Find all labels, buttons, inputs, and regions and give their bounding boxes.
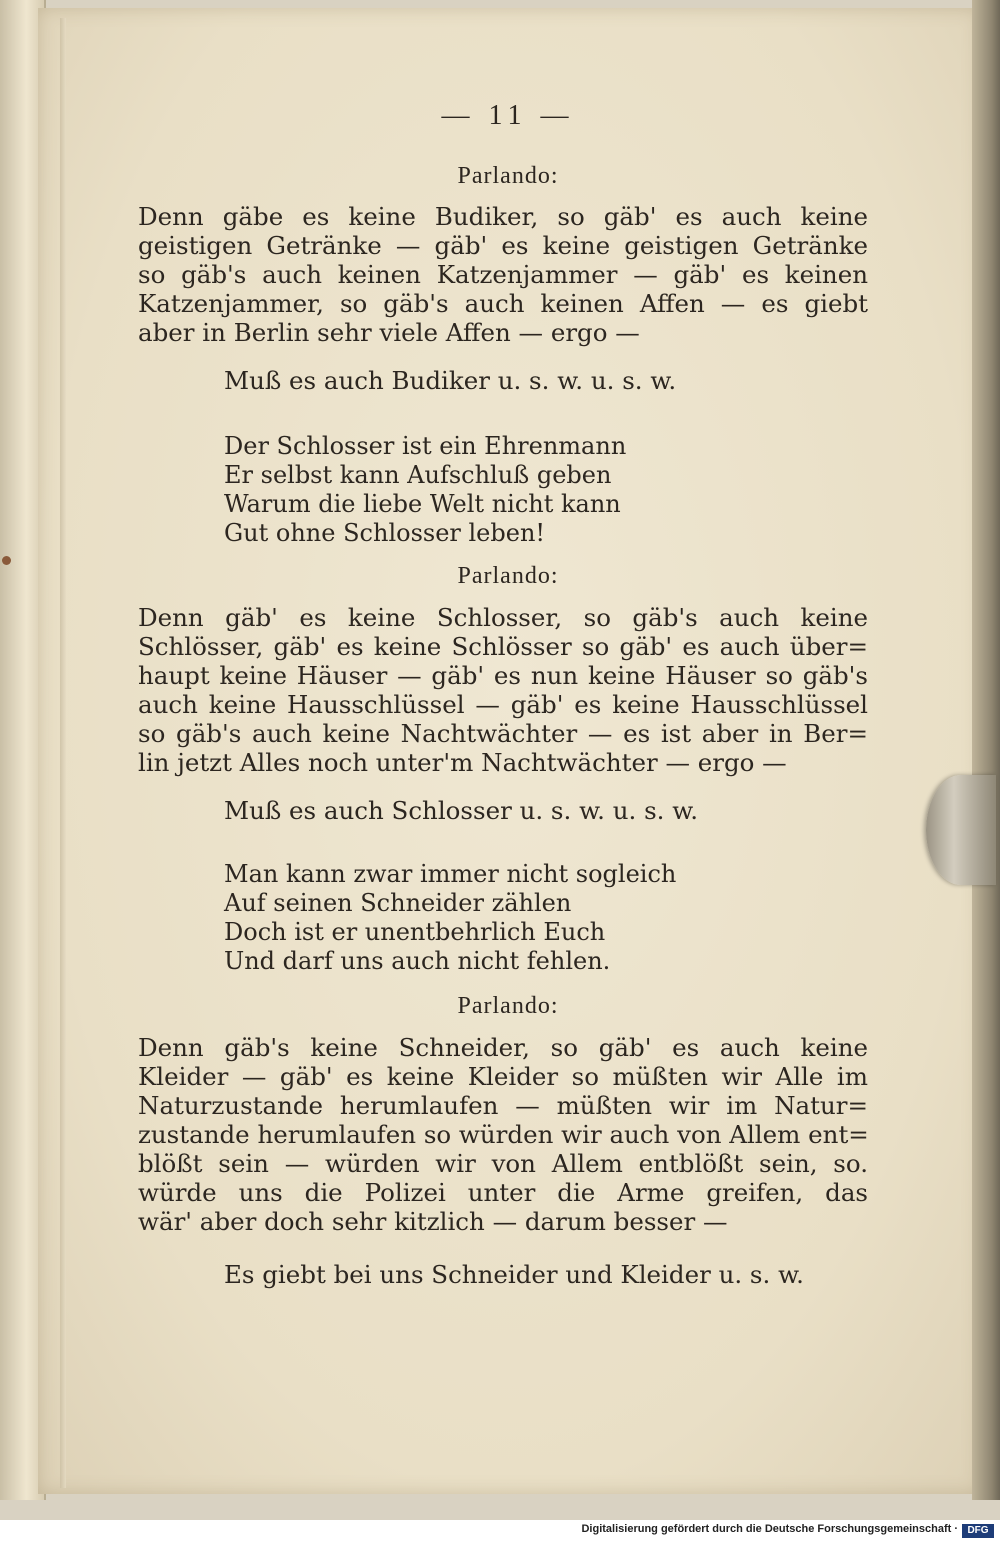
text-line: haupt keine Häuser — gäb' es nun keine Häuser so gäb's bbox=[138, 661, 868, 690]
parlando-heading: Parlando: bbox=[457, 993, 559, 1019]
text-line: würde uns die Polizei unter die Arme greifen, das bbox=[138, 1178, 868, 1207]
text-line: Denn gäbe es keine Budiker, so gäb' es auch keine bbox=[138, 202, 868, 231]
page-sheet bbox=[38, 8, 980, 1494]
text-line: aber in Berlin sehr viele Affen — ergo — bbox=[138, 318, 640, 347]
verse-line: Er selbst kann Aufschluß geben bbox=[224, 461, 612, 489]
page-gutter-shadow bbox=[60, 18, 66, 1488]
verse-line: Man kann zwar immer nicht sogleich bbox=[224, 860, 677, 888]
text-line: Kleider — gäb' es keine Kleider so müßten wir Alle im bbox=[138, 1062, 868, 1091]
text-line: lin jetzt Alles noch unter'm Nachtwächter — ergo — bbox=[138, 748, 787, 777]
book-edge bbox=[972, 0, 1000, 1500]
text-line: blößt sein — würden wir von Allem entblößt sein, so. bbox=[138, 1149, 868, 1178]
verse-line: Gut ohne Schlosser leben! bbox=[224, 519, 546, 547]
text-line: Schlösser, gäb' es keine Schlösser so gäb' es auch über= bbox=[138, 632, 868, 661]
text-line: Denn gäb' es keine Schlosser, so gäb's auch keine bbox=[138, 603, 868, 632]
text-line: geistigen Getränke — gäb' es keine geistigen Getränke bbox=[138, 231, 868, 260]
text-line: Denn gäb's keine Schneider, so gäb' es auch keine bbox=[138, 1033, 868, 1062]
text-line: so gäb's auch keinen Katzenjammer — gäb' es keinen bbox=[138, 260, 868, 289]
refrain-line: Muß es auch Schlosser u. s. w. u. s. w. bbox=[224, 796, 699, 825]
footer-credit: Digitalisierung gefördert durch die Deutsche Forschungsgemeinschaft · bbox=[581, 1523, 958, 1535]
refrain-line: Muß es auch Budiker u. s. w. u. s. w. bbox=[224, 366, 677, 395]
verse-line: Und darf uns auch nicht fehlen. bbox=[224, 947, 611, 975]
page-number: — 11 — bbox=[441, 100, 575, 131]
dfg-logo-icon: DFG bbox=[962, 1524, 994, 1538]
footer-bar bbox=[0, 1520, 1000, 1543]
text-line: so gäb's auch keine Nachtwächter — es ist aber in Ber= bbox=[138, 719, 868, 748]
verse-line: Der Schlosser ist ein Ehrenmann bbox=[224, 432, 627, 460]
verse-line: Warum die liebe Welt nicht kann bbox=[224, 490, 621, 518]
text-line: Katzenjammer, so gäb's auch keinen Affen — es giebt bbox=[138, 289, 868, 318]
text-line: wär' aber doch sehr kitzlich — darum besser — bbox=[138, 1207, 728, 1236]
verse-line: Doch ist er unentbehrlich Euch bbox=[224, 918, 606, 946]
parlando-heading: Parlando: bbox=[457, 163, 559, 189]
text-line: zustande herumlaufen so würden wir auch von Allem ent= bbox=[138, 1120, 869, 1149]
text-line: Naturzustande herumlaufen — müßten wir im Natur= bbox=[138, 1091, 868, 1120]
refrain-line: Es giebt bei uns Schneider und Kleider u. s. w. bbox=[224, 1260, 804, 1289]
text-line: auch keine Hausschlüssel — gäb' es keine Hausschlüssel bbox=[138, 690, 868, 719]
page-clip bbox=[926, 775, 996, 885]
parlando-heading: Parlando: bbox=[457, 563, 559, 589]
verse-line: Auf seinen Schneider zählen bbox=[224, 889, 572, 917]
ink-spot bbox=[2, 556, 11, 565]
